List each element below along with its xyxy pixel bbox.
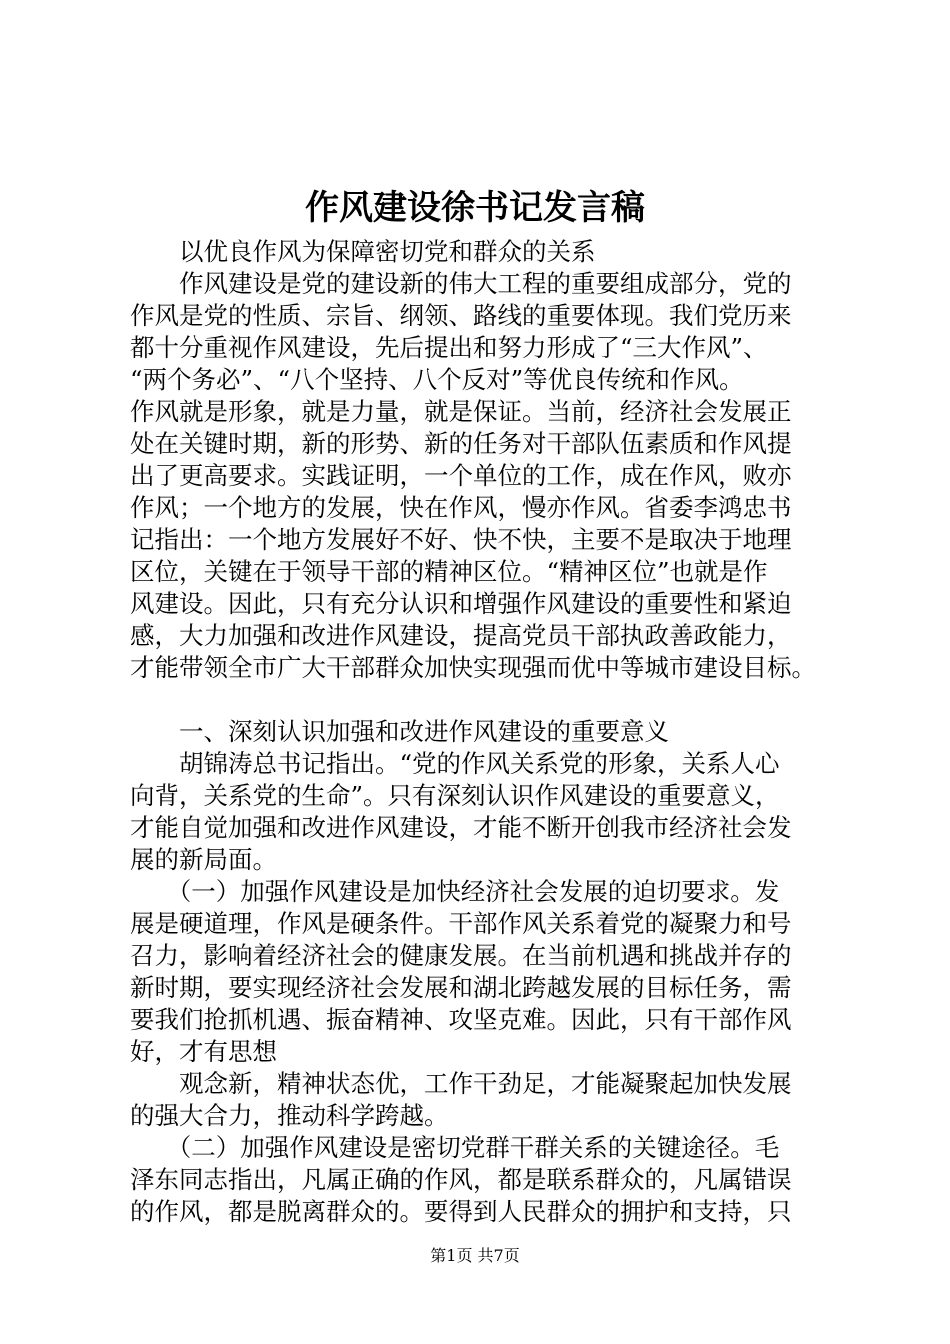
paragraph-line: 都十分重视作风建设，先后提出和努力形成了“三大作风”、 (130, 333, 768, 362)
paragraph-line: 处在关键时期，新的形势、新的任务对干部队伍素质和作风提 (130, 429, 792, 458)
paragraph-line: 记指出：一个地方发展好不好、快不快，主要不是取决于地理 (130, 525, 792, 554)
paragraph-line: 区位，关键在于领导干部的精神区位。“精神区位”也就是作 (130, 557, 768, 586)
paragraph-line: 作风建设是党的建设新的伟大工程的重要组成部分，党的 (130, 269, 792, 298)
paragraph-line: 观念新，精神状态优，工作干劲足，才能凝聚起加快发展 (130, 1069, 792, 1098)
paragraph-line: （二）加强作风建设是密切党群干群关系的关键途径。毛 (130, 1133, 780, 1162)
blank-line (130, 684, 830, 716)
paragraph-line: 作风；一个地方的发展，快在作风，慢亦作风。省委李鸿忠书 (130, 493, 792, 522)
section-heading: 一、深刻认识加强和改进作风建设的重要意义 (130, 717, 669, 746)
paragraph-line: 展的新局面。 (130, 845, 277, 874)
paragraph-line: “两个务必”、“八个坚持、八个反对”等优良传统和作风。 (130, 365, 744, 394)
paragraph-line: 召力，影响着经济社会的健康发展。在当前机遇和挑战并存的 (130, 941, 792, 970)
document-title: 作风建设徐书记发言稿 (305, 188, 645, 228)
paragraph-line: 作风是党的性质、宗旨、纲领、路线的重要体现。我们党历来 (130, 301, 792, 330)
paragraph-line: 的作风，都是脱离群众的。要得到人民群众的拥护和支持，只 (130, 1197, 792, 1226)
paragraph-line: 才能带领全市广大干部群众加快实现强而优中等城市建设目标。 (130, 653, 816, 682)
paragraph-line: 风建设。因此，只有充分认识和增强作风建设的重要性和紧迫 (130, 589, 792, 618)
paragraph-line: 的强大合力，推动科学跨越。 (130, 1101, 449, 1130)
paragraph-line: 作风就是形象，就是力量，就是保证。当前，经济社会发展正 (130, 397, 792, 426)
paragraph-line: 出了更高要求。实践证明，一个单位的工作，成在作风，败亦 (130, 461, 792, 490)
page-number-footer: 第1页 共7页 (430, 1246, 520, 1265)
paragraph-line: 才能自觉加强和改进作风建设，才能不断开创我市经济社会发 (130, 813, 792, 842)
document-body (130, 236, 830, 1228)
paragraph-line: 要我们抢抓机遇、振奋精神、攻坚克难。因此，只有干部作风 (130, 1005, 792, 1034)
paragraph-line: 感，大力加强和改进作风建设，提高党员干部执政善政能力， (130, 621, 792, 650)
paragraph-line: 新时期，要实现经济社会发展和湖北跨越发展的目标任务，需 (130, 973, 792, 1002)
subtitle-line: 以优良作风为保障密切党和群众的关系 (130, 237, 596, 266)
paragraph-line: 展是硬道理，作风是硬条件。干部作风关系着党的凝聚力和号 (130, 909, 792, 938)
paragraph-line: 泽东同志指出，凡属正确的作风，都是联系群众的，凡属错误 (130, 1165, 792, 1194)
paragraph-line: （一）加强作风建设是加快经济社会发展的迫切要求。发 (130, 877, 780, 906)
paragraph-line: 好，才有思想 (130, 1037, 277, 1066)
paragraph-line: 向背，关系党的生命”。只有深刻认识作风建设的重要意义， (130, 781, 780, 810)
paragraph-line: 胡锦涛总书记指出。“党的作风关系党的形象，关系人心 (130, 749, 780, 778)
